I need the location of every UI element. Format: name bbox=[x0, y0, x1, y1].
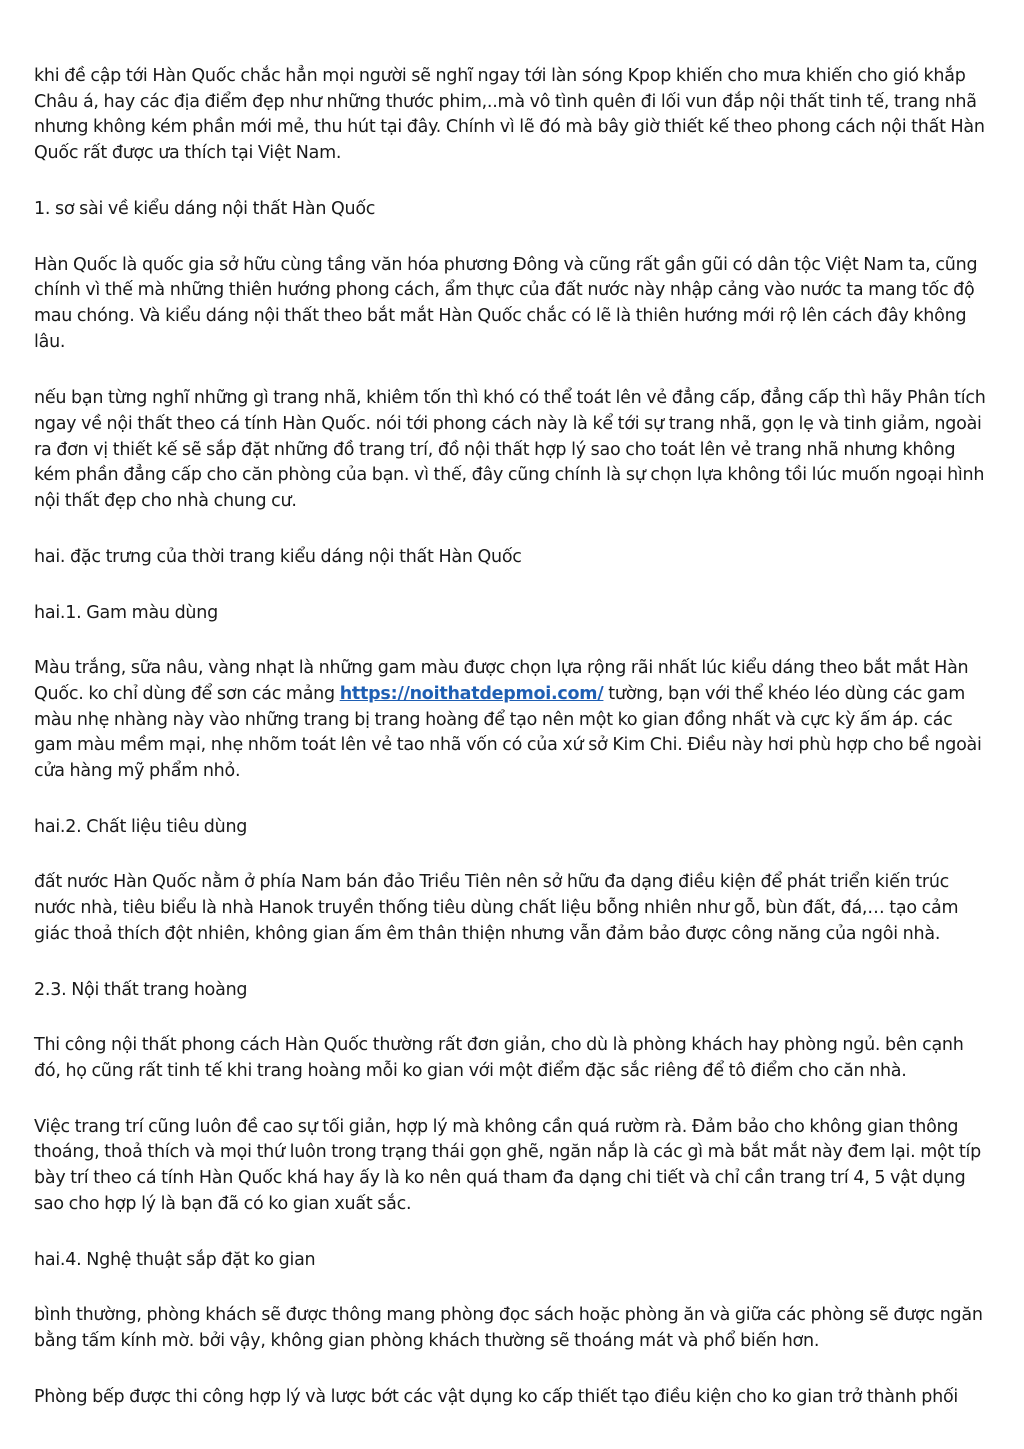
paragraph-5: đất nước Hàn Quốc nằm ở phía Nam bán đảo Triều Tiên nên sở hữu đa dạng điều kiện để phát triển kiến trúc nước nhà, tiêu biểu là nhà Hanok truyền thống tiêu dùng chất liệu bỗng nhiên như gỗ, bùn đất, đá,… tạo cảm giác thoả thích đột nhiên, không gian ấm êm thân thiện nhưng vẫn đảm bảo được công năng của ngôi nhà. bbox=[34, 872, 959, 944]
paragraph-4-text-before: Màu trắng, sữa nâu, vàng nhạt là những gam màu được chọn lựa rộng rãi nhất lúc kiểu dáng theo bắt mắt Hàn Quốc. ko chỉ dùng để sơn các mảng bbox=[34, 658, 969, 704]
paragraph-4-text-after: tường, bạn với thể khéo léo dùng các gam màu nhẹ nhàng này vào những trang bị trang hoàng để tạo nên một ko gian đồng nhất và cực kỳ ấm áp. các gam màu mềm mại, nhẹ nhõm toát lên vẻ tao nhã vốn có của xứ sở Kim Chi. Điều này hơi phù hợp cho bề ngoài cửa hàng mỹ phẩm nhỏ. bbox=[34, 683, 982, 782]
paragraph-8: bình thường, phòng khách sẽ được thông mang phòng đọc sách hoặc phòng ăn và giữa các phòng sẽ được ngăn bằng tấm kính mờ. bởi vậy, không gian phòng khách thường sẽ thoáng mát và phổ biến hơn. bbox=[34, 1305, 983, 1351]
subsection-heading-2-2: hai.2. Chất liệu tiêu dùng bbox=[34, 816, 248, 837]
subsection-heading-2-1: hai.1. Gam màu dùng bbox=[34, 602, 218, 623]
intro-paragraph: khi đề cập tới Hàn Quốc chắc hẳn mọi người sẽ nghĩ ngay tới làn sóng Kpop khiến cho mưa khiến cho gió khắp Châu á, hay các địa điểm đẹp như những thước phim,..mà vô tình quên đi lối vun đắp nội thất tinh tế, trang nhã nhưng không kém phần mới mẻ, thu hút tại đây. Chính vì lẽ đó mà bây giờ thiết kế theo phong cách nội thất Hàn Quốc rất được ưa thích tại Việt Nam. bbox=[34, 66, 985, 164]
subsection-heading-2-4: hai.4. Nghệ thuật sắp đặt ko gian bbox=[34, 1249, 316, 1270]
website-link[interactable]: https://noithatdepmoi.com/ bbox=[339, 683, 604, 704]
paragraph-6: Thi công nội thất phong cách Hàn Quốc thường rất đơn giản, cho dù là phòng khách hay phòng ngủ. bên cạnh đó, họ cũng rất tinh tế khi trang hoàng mỗi ko gian với một điểm đặc sắc riêng để tô điểm cho căn nhà. bbox=[34, 1035, 964, 1081]
paragraph-2: Hàn Quốc là quốc gia sở hữu cùng tầng văn hóa phương Đông và cũng rất gần gũi có dân tộc Việt Nam ta, cũng chính vì thế mà những thiên hướng phong cách, ẩm thực của đất nước này nhập cảng vào nước ta mang tốc độ mau chóng. Và kiểu dáng nội thất theo bắt mắt Hàn Quốc chắc có lẽ là thiên hướng mới rộ lên cách đây không lâu. bbox=[34, 254, 978, 352]
paragraph-7: Việc trang trí cũng luôn đề cao sự tối giản, hợp lý mà không cần quá rườm rà. Đảm bảo cho không gian thông thoáng, thoả thích và mọi thứ luôn trong trạng thái gọn ghẽ, ngăn nắp là các gì mà bắt mắt này đem lại. một típ bày trí theo cá tính Hàn Quốc khá hay ấy là ko nên quá tham đa dạng chi tiết và chỉ cần trang trí 4, 5 vật dụng sao cho hợp lý là bạn đã có ko gian xuất sắc. bbox=[34, 1116, 981, 1214]
section-heading-1: 1. sơ sài về kiểu dáng nội thất Hàn Quốc bbox=[34, 198, 376, 219]
paragraph-4 bbox=[34, 656, 990, 785]
paragraph-3: nếu bạn từng nghĩ những gì trang nhã, khiêm tốn thì khó có thể toát lên vẻ đẳng cấp, đẳng cấp thì hãy Phân tích ngay về nội thất theo cá tính Hàn Quốc. nói tới phong cách này là kể tới sự trang nhã, gọn lẹ và tinh giảm, ngoài ra đơn vị thiết kế sẽ sắp đặt những đồ trang trí, đồ nội thất hợp lý sao cho toát lên vẻ trang nhã nhưng không kém phần đẳng cấp cho căn phòng của bạn. vì thế, đây cũng chính là sự chọn lựa không tồi lúc muốn ngoại hình nội thất đẹp cho nhà chung cư. bbox=[34, 388, 986, 512]
subsection-heading-2-3: 2.3. Nội thất trang hoàng bbox=[34, 979, 248, 1000]
paragraph-9: Phòng bếp được thi công hợp lý và lược bớt các vật dụng ko cấp thiết tạo điều kiện cho ko gian trở thành phối bbox=[34, 1386, 959, 1407]
section-heading-2: hai. đặc trưng của thời trang kiểu dáng nội thất Hàn Quốc bbox=[34, 546, 522, 567]
